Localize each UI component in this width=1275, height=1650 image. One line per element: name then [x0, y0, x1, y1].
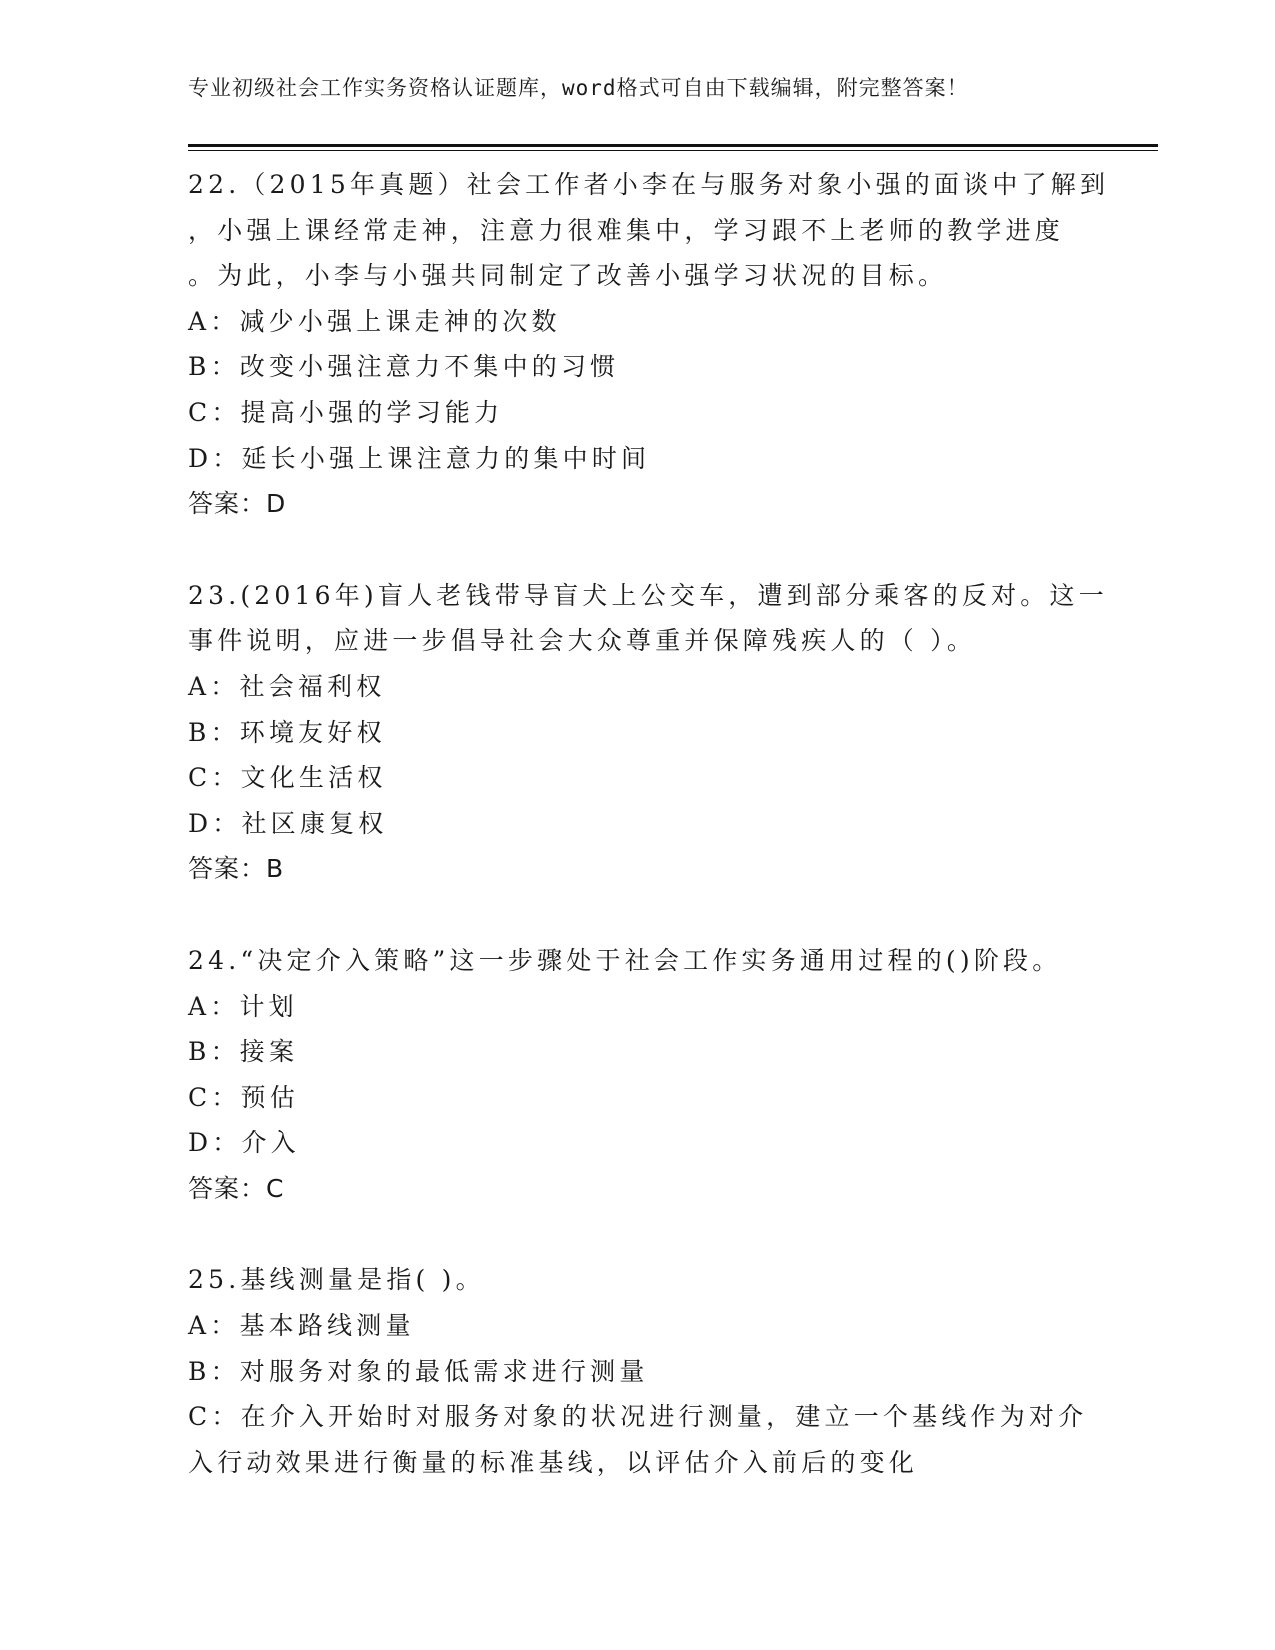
option-c: C：在介入开始时对服务对象的状况进行测量，建立一个基线作为对介 — [188, 1402, 1088, 1432]
answer-label: 答案：D — [188, 489, 287, 519]
option-a: A：计划 — [188, 991, 298, 1021]
question-stem-line: 22.（2015年真题）社会工作者小李在与服务对象小强的面谈中了解到 — [188, 170, 1110, 199]
option-b: B：对服务对象的最低需求进行测量 — [188, 1356, 649, 1386]
header-rule-thin — [188, 150, 1158, 151]
question-stem-line: 24.“决定介入策略”这一步骤处于社会工作实务通用过程的()阶段。 — [188, 945, 1062, 975]
page-header: 专业初级社会工作实务资格认证题库，word格式可自由下载编辑，附完整答案！ — [188, 76, 969, 100]
question-stem-line: 23.(2016年)盲人老钱带导盲犬上公交车，遭到部分乘客的反对。这一 — [188, 580, 1108, 610]
question-list — [188, 162, 1110, 1531]
option-c: C：文化生活权 — [188, 763, 387, 793]
question-23 — [188, 573, 1108, 892]
option-a: A：社会福利权 — [188, 671, 386, 701]
answer-label: 答案：B — [188, 854, 285, 884]
header-rule-thick — [188, 144, 1158, 147]
option-d: D：社区康复权 — [188, 808, 388, 838]
question-22 — [188, 162, 1110, 527]
question-24 — [188, 938, 1088, 1212]
answer-label: 答案：C — [188, 1173, 285, 1203]
question-25 — [188, 1257, 1088, 1485]
option-c: C：提高小强的学习能力 — [188, 397, 504, 427]
option-b: B：接案 — [188, 1037, 299, 1067]
option-d: D：延长小强上课注意力的集中时间 — [188, 443, 651, 473]
option-c: C：预估 — [188, 1082, 299, 1112]
question-stem-line: 25.基线测量是指( )。 — [188, 1265, 485, 1295]
question-stem-line: ，小强上课经常走神，注意力很难集中，学习跟不上老师的教学进度 — [188, 215, 1065, 245]
question-stem-line: 。为此，小李与小强共同制定了改善小强学习状况的目标。 — [188, 261, 948, 291]
option-a: A：减少小强上课走神的次数 — [188, 306, 561, 336]
question-stem-line: 事件说明，应进一步倡导社会大众尊重并保障残疾人的（ ）。 — [188, 626, 977, 656]
option-a: A：基本路线测量 — [188, 1311, 415, 1341]
option-d: D：介入 — [188, 1128, 300, 1158]
option-b: B：环境友好权 — [188, 717, 386, 747]
option-c-continued: 入行动效果进行衡量的标准基线，以评估介入前后的变化 — [188, 1447, 919, 1477]
option-b: B：改变小强注意力不集中的习惯 — [188, 352, 620, 382]
